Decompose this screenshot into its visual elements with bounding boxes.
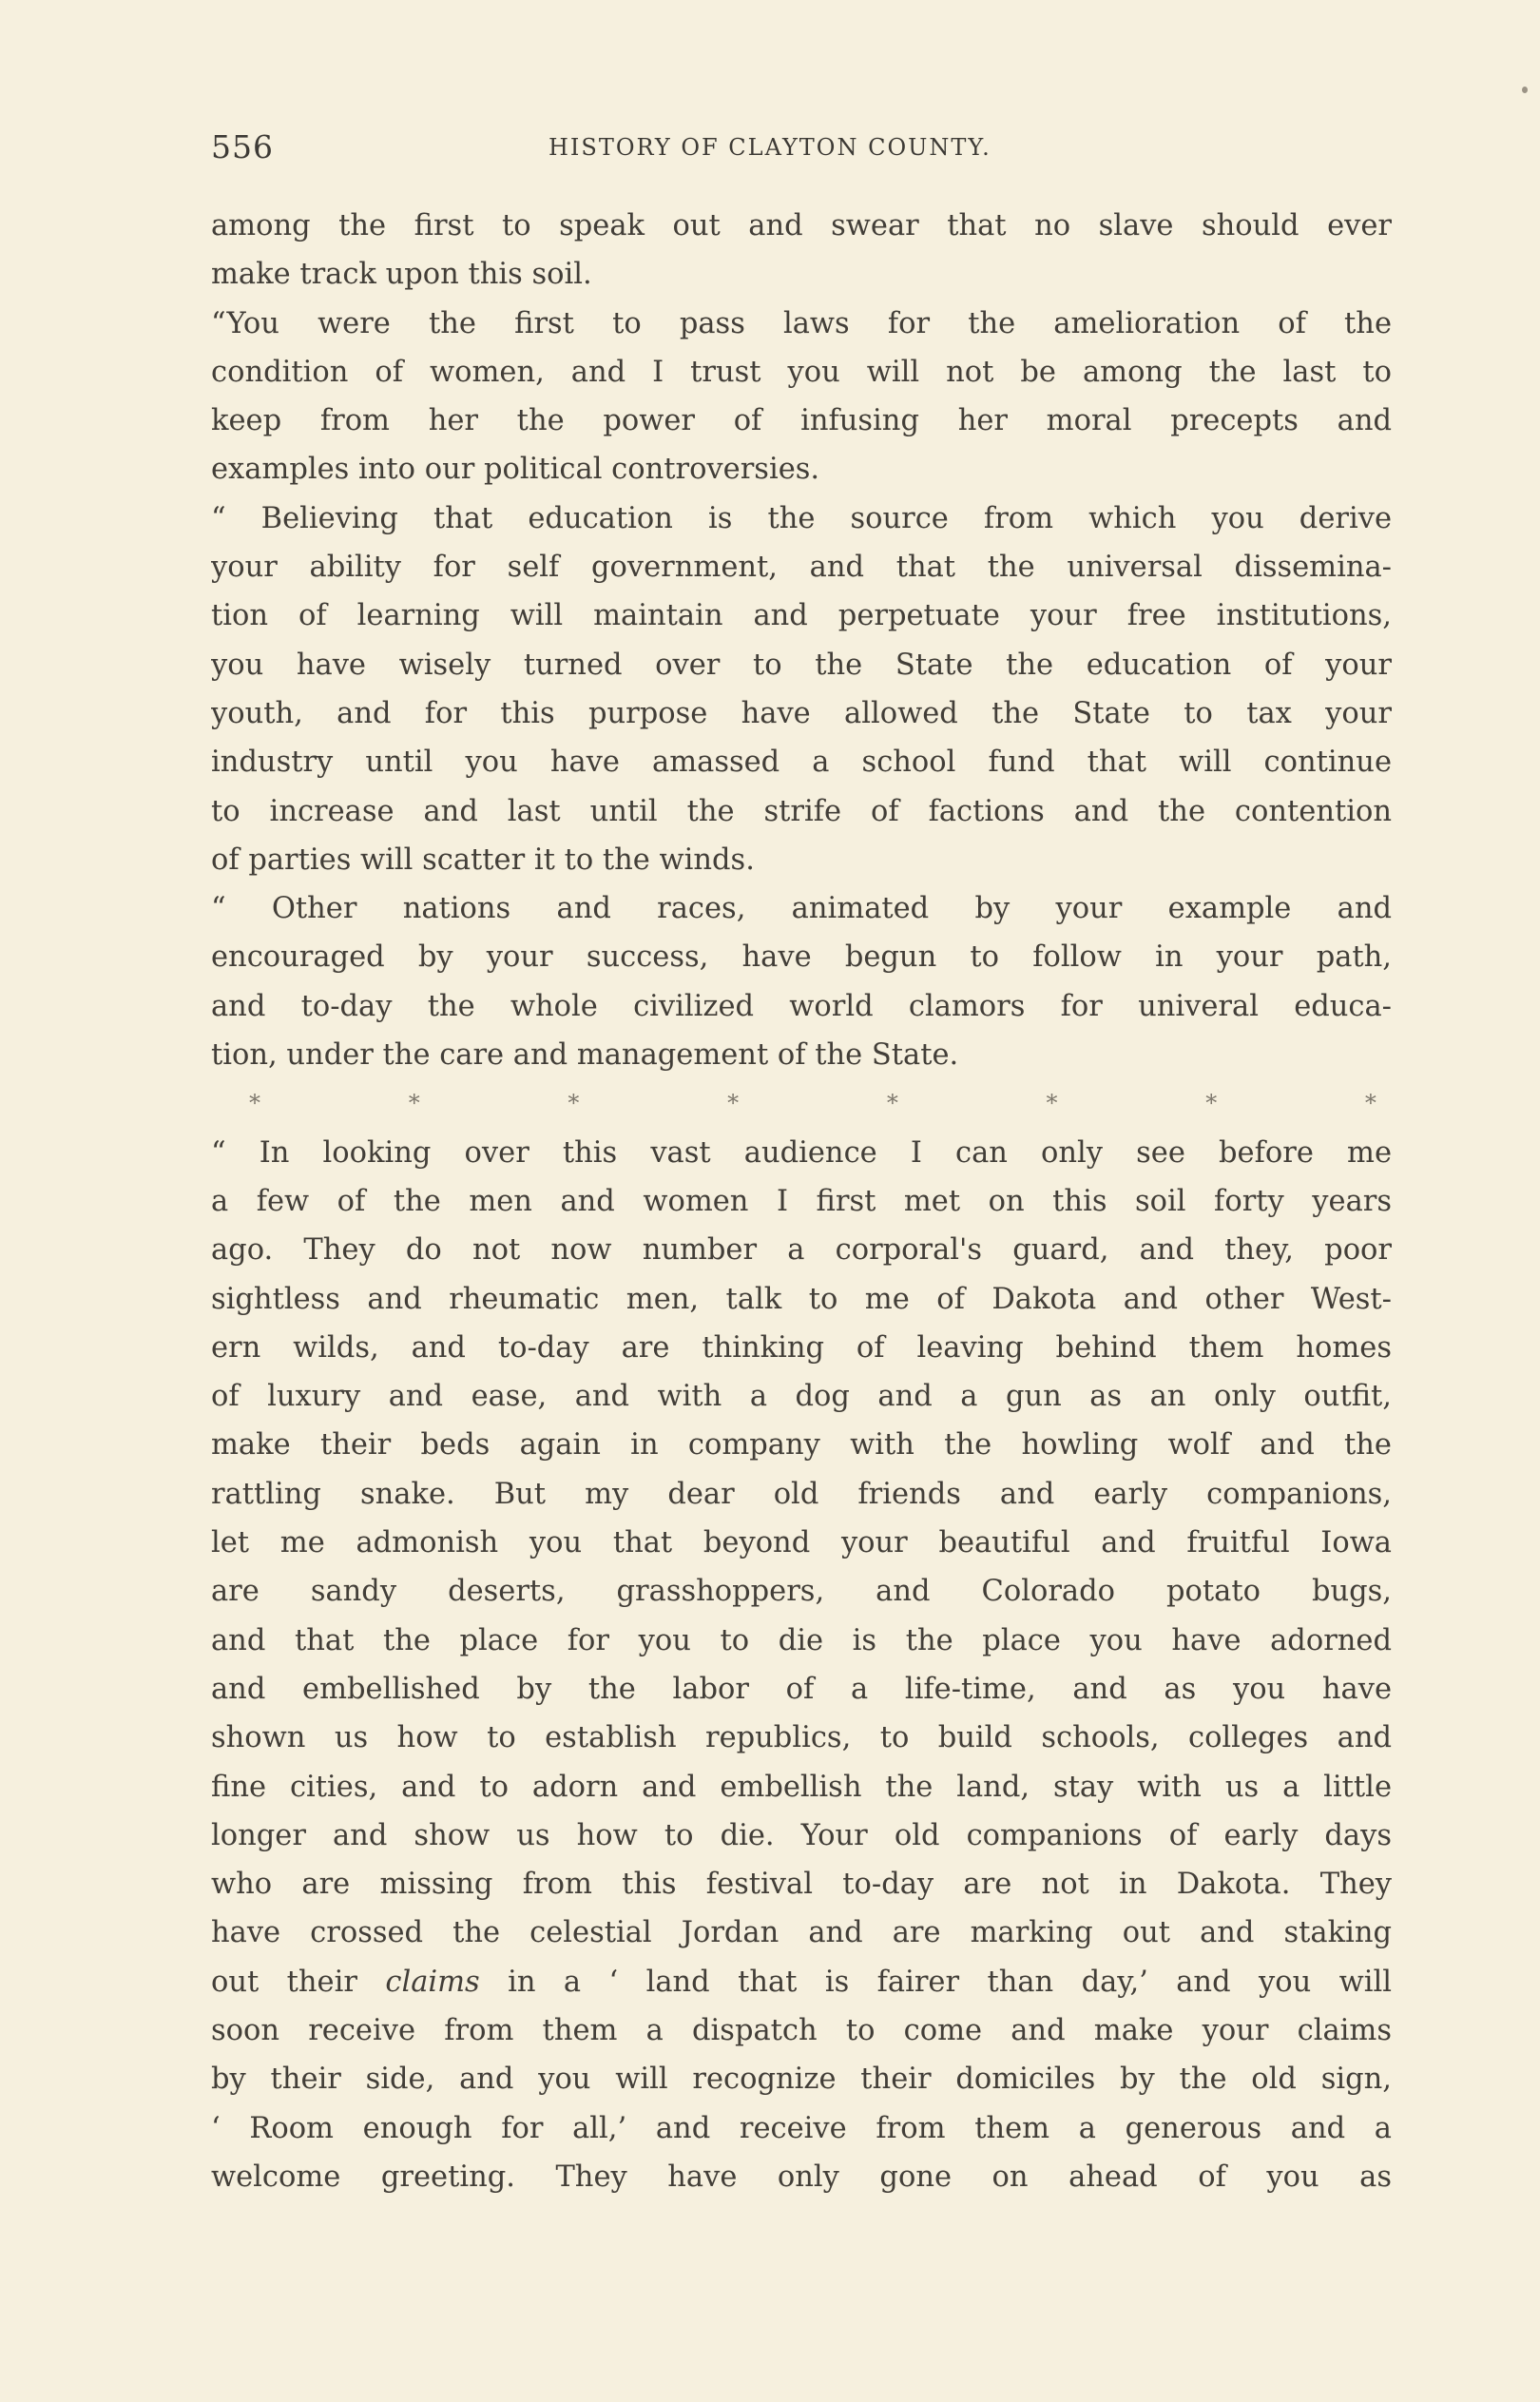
asterisk: * (568, 1090, 580, 1117)
text-line: make track upon this soil. (211, 258, 592, 292)
text-line: youth, and for this purpose have allowed the State to tax your (211, 696, 1392, 730)
text-line: make their beds again in company with the howling wolf and the (211, 1428, 1392, 1463)
asterisk: * (1046, 1090, 1058, 1117)
text-line: tion, under the care and management of the State. (211, 1038, 959, 1073)
text-line: and to-day the whole civilized world clamors for univeral educa- (211, 989, 1392, 1023)
text-line: “ Believing that education is the source from which you derive (211, 501, 1392, 535)
text-line: tion of learning will maintain and perpetuate your free institutions, (211, 599, 1392, 633)
text-line: longer and show us how to die. Your old companions of early days (211, 1818, 1392, 1852)
text-line: “ In looking over this vast audience I can only see before me (211, 1135, 1392, 1170)
text-line: ago. They do not now number a corporal's guard, and they, poor (211, 1233, 1392, 1268)
text-line: welcome greeting. They have only gone on ahead of you as (211, 2160, 1392, 2194)
text-line: soon receive from them a dispatch to come and make your claims (211, 2013, 1392, 2047)
asterisk: * (249, 1090, 260, 1117)
asterisk: * (1364, 1090, 1376, 1117)
text-line: examples into our political controversies. (211, 453, 820, 487)
text-line: encouraged by your success, have begun to follow in your path, (211, 940, 1392, 975)
text-line: condition of women, and I trust you will not be among the last to (211, 355, 1392, 389)
asterisk: * (1205, 1090, 1218, 1117)
asterisk: * (727, 1090, 740, 1117)
text-line: “You were the first to pass laws for the amelioration of the (211, 306, 1392, 340)
text-line: ern wilds, and to-day are thinking of leaving behind them homes (211, 1330, 1392, 1365)
text-line: fine cities, and to adorn and embellish the land, stay with us a little (211, 1770, 1392, 1804)
text-line: among the first to speak out and swear that no slave should ever (211, 209, 1392, 242)
section-break-asterisks (211, 1079, 1392, 1128)
text-line: have crossed the celestial Jordan and are marking out and staking (211, 1916, 1392, 1950)
asterisk: * (886, 1090, 898, 1117)
running-head: HISTORY OF CLAYTON COUNTY. (549, 134, 991, 161)
text-line: ‘ Room enough for all,’ and receive from them a generous and a (211, 2111, 1392, 2145)
body-text (211, 202, 1392, 2201)
text-line: rattling snake. But my dear old friends and early companions, (211, 1477, 1392, 1511)
text-line: keep from her the power of infusing her moral precepts and (211, 404, 1392, 438)
text-line: shown us how to establish republics, to build schools, colleges and (211, 1721, 1392, 1755)
text-fragment: out their (211, 1965, 357, 1999)
ink-speck (1522, 87, 1528, 93)
text-line: you have wisely turned over to the State the education of your (211, 648, 1392, 682)
text-line: your ability for self government, and that the universal dissemina- (211, 551, 1392, 585)
text-line: let me admonish you that beyond your beautiful and fruitful Iowa (211, 1526, 1392, 1560)
text-line: by their side, and you will recognize their domiciles by the old sign, (211, 2063, 1392, 2097)
text-line: and that the place for you to die is the place you have adorned (211, 1623, 1392, 1657)
text-fragment: in a ‘ land that is fairer than day,’ and you will (508, 1965, 1392, 1999)
text-line: industry until you have amassed a school fund that will continue (211, 746, 1392, 780)
italic-word-claims: claims (385, 1965, 480, 1999)
text-line: and embellished by the labor of a life-time, and as you have (211, 1672, 1392, 1706)
page-header (211, 128, 1390, 176)
text-line-with-italic (211, 1958, 1392, 2006)
text-line: who are missing from this festival to-day are not in Dakota. They (211, 1868, 1392, 1902)
text-line: of luxury and ease, and with a dog and a gun as an only outfit, (211, 1380, 1392, 1414)
text-line: a few of the men and women I first met on this soil forty years (211, 1184, 1392, 1218)
asterisk: * (408, 1090, 420, 1117)
page-number: 556 (211, 128, 274, 165)
text-line: to increase and last until the strife of factions and the contention (211, 794, 1392, 828)
text-line: are sandy deserts, grasshoppers, and Colorado potato bugs, (211, 1575, 1392, 1609)
text-line: of parties will scatter it to the winds. (211, 843, 755, 877)
text-line: sightless and rheumatic men, talk to me of Dakota and other West- (211, 1282, 1392, 1316)
text-line: “ Other nations and races, animated by your example and (211, 892, 1392, 926)
